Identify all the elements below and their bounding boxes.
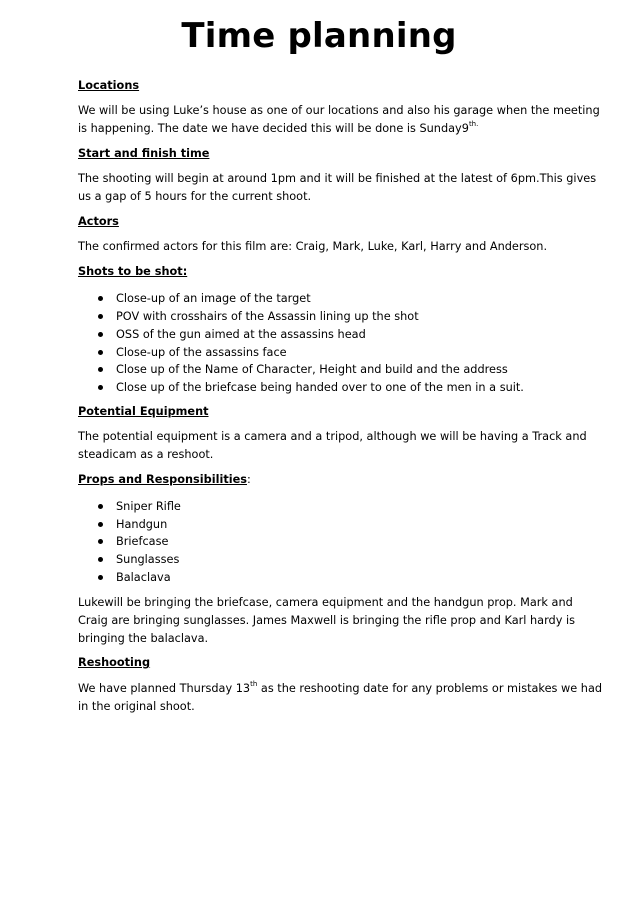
equipment-line-2: steadicam as a reshoot. bbox=[78, 448, 214, 461]
locations-line-2-text: is happening. The date we have decided this will be done is Sunday9 bbox=[78, 122, 469, 135]
bullet-icon bbox=[98, 350, 103, 355]
locations-date-suffix: th. bbox=[468, 120, 479, 129]
equipment-line-1: The potential equipment is a camera and a tripod, although we will be having a Track and bbox=[78, 430, 587, 443]
props-heading: Props and Responsibilities bbox=[78, 473, 247, 486]
bullet-icon bbox=[98, 575, 103, 580]
locations-line-2 bbox=[78, 120, 478, 138]
times-heading: Start and finish time bbox=[78, 147, 210, 160]
bullet-icon bbox=[98, 557, 103, 562]
props-line-2: Craig are bringing sunglasses. James Maxwell is bringing the rifle prop and Karl hardy is bbox=[78, 614, 576, 627]
actors-heading: Actors bbox=[78, 215, 119, 228]
shots-heading: Shots to be shot: bbox=[78, 265, 188, 278]
bullet-icon bbox=[98, 367, 103, 372]
props-heading-row bbox=[78, 472, 251, 487]
locations-heading: Locations bbox=[78, 79, 140, 92]
reshooting-heading: Reshooting bbox=[78, 656, 151, 669]
bullet-icon bbox=[98, 314, 103, 319]
bullet-icon bbox=[98, 385, 103, 390]
bullet-icon bbox=[98, 539, 103, 544]
bullet-icon bbox=[98, 332, 103, 337]
reshooting-line-1 bbox=[78, 680, 602, 698]
locations-line-1: We will be using Luke’s house as one of our locations and also his garage when the meeting bbox=[78, 104, 600, 117]
reshooting-date-suffix: th bbox=[250, 680, 258, 689]
bullet-icon bbox=[98, 504, 103, 509]
reshooting-line-2: in the original shoot. bbox=[78, 700, 195, 713]
reshooting-line-1-end: as the reshooting date for any problems or mistakes we had bbox=[257, 682, 603, 695]
times-line-2: us a gap of 5 hours for the current shoot. bbox=[78, 190, 312, 203]
actors-line-1: The confirmed actors for this film are: Craig, Mark, Luke, Karl, Harry and Anderson. bbox=[78, 240, 548, 253]
bullet-icon bbox=[98, 522, 103, 527]
props-heading-colon: : bbox=[246, 473, 251, 486]
equipment-heading: Potential Equipment bbox=[78, 405, 209, 418]
page-title: Time planning bbox=[181, 16, 457, 56]
document-page: Time planning Locations We will be using Luke’s house as one of our locations and also his garage when the meeting is happening. The date we have decided this will be done is $Sunday9^{th.}$ Start and finish time The shooting will begin at around 1pm and it will be finished at the latest of 6pm.This gives us a gap of 5 hours for the current shoot. Actors The confirmed actors for this film are: Craig, Mark, Luke, Karl, Harry and Anderson. Shots to be shot: Close-up of an image of the target POV with crosshairs of the Assassin lining up the shot OSS of the gun aimed at the assassins head Close-up of the assassins face Close up of the Name of Character, Height and build and the address Close up of the briefcase being handed over to one of the men in a suit. Potential Equipment The potential equipment is a camera and a tripod, although we will be having a Track and steadicam as a reshoot. Props and Responsibilities: Sniper Rifle Handgun Briefcase Sunglasses Balaclava Lukewill be bringing the briefcase, camera equipment and the handgun prop. Mark and Craig are bringing sunglasses. James Maxwell is bringing the rifle prop and Karl hardy is bringing the balaclava. Reshooting We have planned Thursday 13th as the reshooting date for any problems or mistakes we had in the original shoot. bbox=[0, 0, 638, 902]
bullet-icon bbox=[98, 296, 103, 301]
props-line-3: bringing the balaclava. bbox=[78, 632, 209, 645]
times-line-1: The shooting will begin at around 1pm and it will be finished at the latest of 6pm.This gives bbox=[78, 172, 597, 185]
reshooting-line-1-start: We have planned Thursday 13 bbox=[78, 682, 251, 695]
props-line-1: Lukewill be bringing the briefcase, camera equipment and the handgun prop. Mark and bbox=[78, 596, 573, 609]
